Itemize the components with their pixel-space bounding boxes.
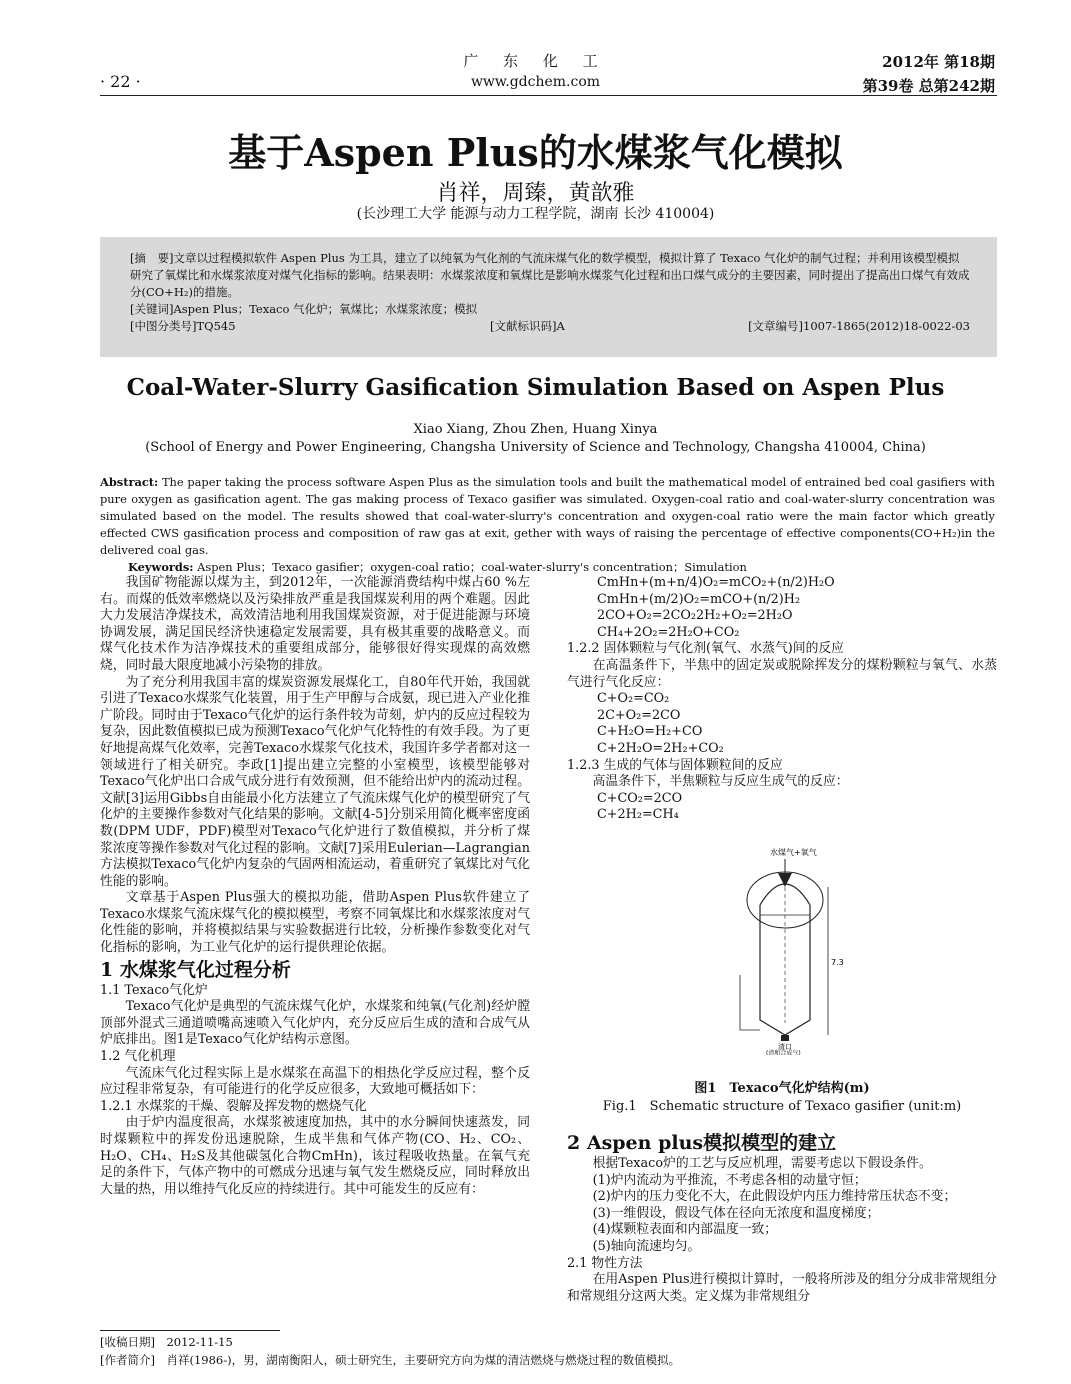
subsection-1-2-3: 1.2.3 生成的气体与固体颗粒间的反应 <box>567 757 783 773</box>
paragraph-2-intro: 根据Texaco炉的工艺与反应机理，需要考虑以下假设条件。 <box>592 1156 932 1171</box>
fig-bottom-label: 渣口 <box>778 1043 792 1051</box>
keywords-label: Keywords: <box>128 560 194 574</box>
issue-info <box>863 50 995 98</box>
issue-number: 2012年 第18期 <box>882 53 995 71</box>
assumption-item: (4)煤颗粒表面和内部温度一致； <box>592 1222 778 1238</box>
header-rule <box>100 95 997 96</box>
section-2-heading: 2 Aspen plus模拟模型的建立 <box>567 1132 837 1154</box>
fig-dim-label: 7.3 <box>831 958 844 967</box>
footnote-rule <box>100 1330 280 1331</box>
abstract-english-text: The paper taking the process software Aspen Plus as the simulation tools and built the mathematical model of entrained bed coal gasifiers with pure oxygen as gasification agent. The gas making process of Texaco gasifier was simulated. Oxygen-coal ratio and coal-water-slurry concentration was simulated based on the model. The results showed that coal-water-slurry's concentration and oxygen-coal ratio were the main factor which greatly effected CWS gasification process and composition of raw gas at exit, gether with ways of raising the percentage of effective components(CO+H₂)in the delivered coal gas. <box>100 475 995 557</box>
equation: C+CO₂=2CO <box>597 790 683 806</box>
subsection-1-2-1: 1.2.1 水煤浆的干燥、裂解及挥发物的燃烧气化 <box>100 1098 367 1114</box>
right-column-lower <box>567 1130 997 1305</box>
article-number: [文章编号]1007-1865(2012)18-0022-03 <box>748 319 970 333</box>
paragraph-1-2-1: 由于炉内温度很高，水煤浆被速度加热，其中的水分瞬间快速蒸发，同时煤颗粒中的挥发份迅速脱除，生成半焦和气体产物(CO、H₂、CO₂、H₂O、CH₄、H₂S及其他碳氢化合物CmHn)，该过程吸收热量。在氧气充足的条件下，气体产物中的可燃成分迅速与氧气发生燃烧反应，同时释放出大量的热，用以维持气化反应的持续进行。其中可能发生的反应有： <box>100 1115 530 1197</box>
paragraph-1-2: 气流床气化过程实际上是水煤浆在高温下的相热化学反应过程，整个反应过程非常复杂，有可能进行的化学反应很多，大致地可概括如下： <box>100 1065 530 1098</box>
equation: C+2H₂O=2H₂+CO₂ <box>597 740 724 756</box>
paragraph-1-2-2: 在高温条件下，半焦中的固定炭或脱除挥发分的煤粉颗粒与氧气、水蒸气进行气化反应： <box>567 657 997 690</box>
journal-url: www.gdchem.com <box>470 74 601 90</box>
paragraph-2-1: 在用Aspen Plus进行模拟计算时，一般将所涉及的组分分成非常规组分和常规组分这两大类。定义煤为非常规组分 <box>567 1272 997 1304</box>
intro-paragraph-3: 文章基于Aspen Plus强大的模拟功能，借助Aspen Plus软件建立了Texaco水煤浆气流床煤气化的模拟模型，考察不同氧煤比和水煤浆浓度对气化性能的影响，并将模拟结果与实验数据进行比较，分析操作参数变化对气化指标的影响，为工业气化炉的运行提供理论依据。 <box>100 890 530 956</box>
equation: 2CO+O₂=2CO₂2H₂+O₂=2H₂O <box>597 608 793 624</box>
keywords-english: Aspen Plus；Texaco gasifier；oxygen-coal ratio；coal-water-slurry's concentration；Simulation <box>193 560 747 574</box>
paragraph-1-1: Texaco气化炉是典型的气流床煤气化炉，水煤浆和纯氧(气化剂)经炉膛顶部外混式三通道喷嘴高速喷入气化炉内，充分反应后生成的渣和合成气从炉底排出。图1是Texaco气化炉结构示意图。 <box>100 999 530 1048</box>
title-chinese: 基于Aspen Plus的水煤浆气化模拟 <box>228 130 843 175</box>
title-english: Coal-Water-Slurry Gasification Simulation Based on Aspen Plus <box>126 374 945 401</box>
equation: 2C+O₂=2CO <box>597 707 681 723</box>
figure-caption-chinese: 图1 Texaco气化炉结构(m) <box>694 1081 870 1096</box>
page-number: · 22 · <box>100 72 141 91</box>
equation: C+H₂O=H₂+CO <box>597 724 703 740</box>
keywords-chinese: [关键词]Aspen Plus；Texaco 气化炉；氧煤比；水煤浆浓度；模拟 <box>130 302 478 316</box>
class-number: [中图分类号]TQ545 <box>130 319 236 333</box>
footnote-author: [作者简介] 肖祥(1986-)，男，湖南衡阳人，硕士研究生，主要研究方向为煤的清洁燃烧与燃烧过程的数值模拟。 <box>100 1353 681 1367</box>
paragraph-1-2-3: 高温条件下，半焦颗粒与反应生成气的反应： <box>592 774 849 790</box>
intro-paragraph-1: 我国矿物能源以煤为主，到2012年，一次能源消费结构中煤占60 %左右。而煤的低效率燃烧以及污染排放严重是我国煤炭利用的两个难题。因此大力发展洁净煤技术，高效清洁地利用我国煤炭资源，对于促进能源与环境协调发展，满足国民经济快速稳定发展需要，具有极其重要的战略意义。而煤气化技术作为洁净煤技术的重要组成部分，能够很好得实现煤的高效燃烧，同时最大限度地减小污染物的排放。 <box>100 575 530 673</box>
section-1-heading: 1 水煤浆气化过程分析 <box>100 958 291 981</box>
footnote-received: [收稿日期] 2012-11-15 <box>100 1335 233 1349</box>
abstract-chinese-text: [摘 要]文章以过程模拟软件 Aspen Plus 为工具，建立了以纯氧为气化剂的气流床煤气化的数学模型，模拟计算了 Texaco 气化炉的制气过程；并利用该模型模拟研究了氧煤比和水煤浆浓度对煤气化指标的影响。结果表明：水煤浆浓度和氧煤比是影响水煤浆气化过程和出口煤气成分的主要因素，同时提出了提高出口煤气有效成分(CO+H₂)的措施。 <box>130 251 970 299</box>
volume-number: 第39卷 总第242期 <box>862 77 995 95</box>
authors-english: Xiao Xiang, Zhou Zhen, Huang Xinya <box>413 422 658 437</box>
abstract-chinese <box>130 250 970 335</box>
subsection-1-2-2: 1.2.2 固体颗粒与气化剂(氧气、水蒸气)间的反应 <box>567 641 844 657</box>
authors-chinese: 肖祥，周臻，黄歆雅 <box>436 181 635 206</box>
left-column <box>100 575 530 1198</box>
equation: CmHn+(m/2)O₂=mCO+(n/2)H₂ <box>597 591 801 607</box>
intro-paragraph-2: 为了充分利用我国丰富的煤炭资源发展煤化工，自80年代开始，我国就引进了Texaco水煤浆气化装置，用于生产甲醇与合成氨，现已进入产业化推广阶段。同时由于Texaco气化炉的运行条件较为苛刻，炉内的反应过程较为复杂，因此数值模拟已成为预测Texaco气化炉气化特性的有效手段。为了更好地提高煤气化效率，完善Texaco水煤浆气化技术，我国许多学者都对这一领域进行了相关研究。李政[1]提出建立完整的小室模型，该模型能够对Texaco气化炉出口合成气成分进行有效预测，但不能给出炉内的流动过程。文献[3]运用Gibbs自由能最小化方法建立了气流床煤气化炉的模型研究了气化炉的主要操作参数对气化结果的影响。文献[4-5]分别采用简化概率密度函数(DPM UDF，PDF)模型对Texaco气化炉进行了数值模拟，并分析了煤浆浓度等操作参数对气化过程的影响。文献[7]采用Eulerian—Lagrangian方法模拟Texaco气化炉内复杂的气固两相流运动，着重研究了氧煤比对气化性能的影响。 <box>100 674 530 889</box>
subsection-1-1: 1.1 Texaco气化炉 <box>100 982 208 998</box>
equation: C+2H₂=CH₄ <box>597 807 679 823</box>
classification-line <box>130 318 970 335</box>
figure-caption-english: Fig.1 Schematic structure of Texaco gasifier (unit:m) <box>602 1099 962 1114</box>
equation: C+O₂=CO₂ <box>597 691 670 707</box>
gasifier-diagram <box>690 845 890 1055</box>
abstract-english <box>100 474 995 576</box>
journal-name: 广 东 化 工 <box>463 52 608 70</box>
abstract-label: Abstract: <box>100 475 159 489</box>
assumption-item: (5)轴向流速均匀。 <box>592 1238 701 1254</box>
fig-top-label: 水煤气+氧气 <box>770 848 817 857</box>
right-column-upper <box>567 575 997 824</box>
affiliation-english: (School of Energy and Power Engineering, Changsha University of Science and Technology, Changsha 410004, China) <box>145 440 926 455</box>
figure-gasifier <box>690 845 890 1055</box>
equation: CmHn+(m+n/4)O₂=mCO₂+(n/2)H₂O <box>597 575 835 590</box>
fig-bottom-sub: (渣和合成气) <box>766 1050 801 1055</box>
equation: CH₄+2O₂=2H₂O+CO₂ <box>597 624 740 640</box>
assumption-item: (2)炉内的压力变化不大，在此假设炉内压力维持常压状态不变； <box>592 1189 957 1205</box>
doc-code: [文献标识码]A <box>490 319 565 333</box>
affiliation-chinese: (长沙理工大学 能源与动力工程学院，湖南 长沙 410004) <box>356 206 715 222</box>
subsection-1-2: 1.2 气化机理 <box>100 1049 176 1065</box>
assumption-item: (3)一维假设，假设气体在径向无浓度和温度梯度； <box>592 1205 880 1221</box>
assumption-item: (1)炉内流动为平推流，不考虑各相的动量守恒； <box>592 1172 867 1188</box>
subsection-2-1: 2.1 物性方法 <box>567 1255 643 1271</box>
